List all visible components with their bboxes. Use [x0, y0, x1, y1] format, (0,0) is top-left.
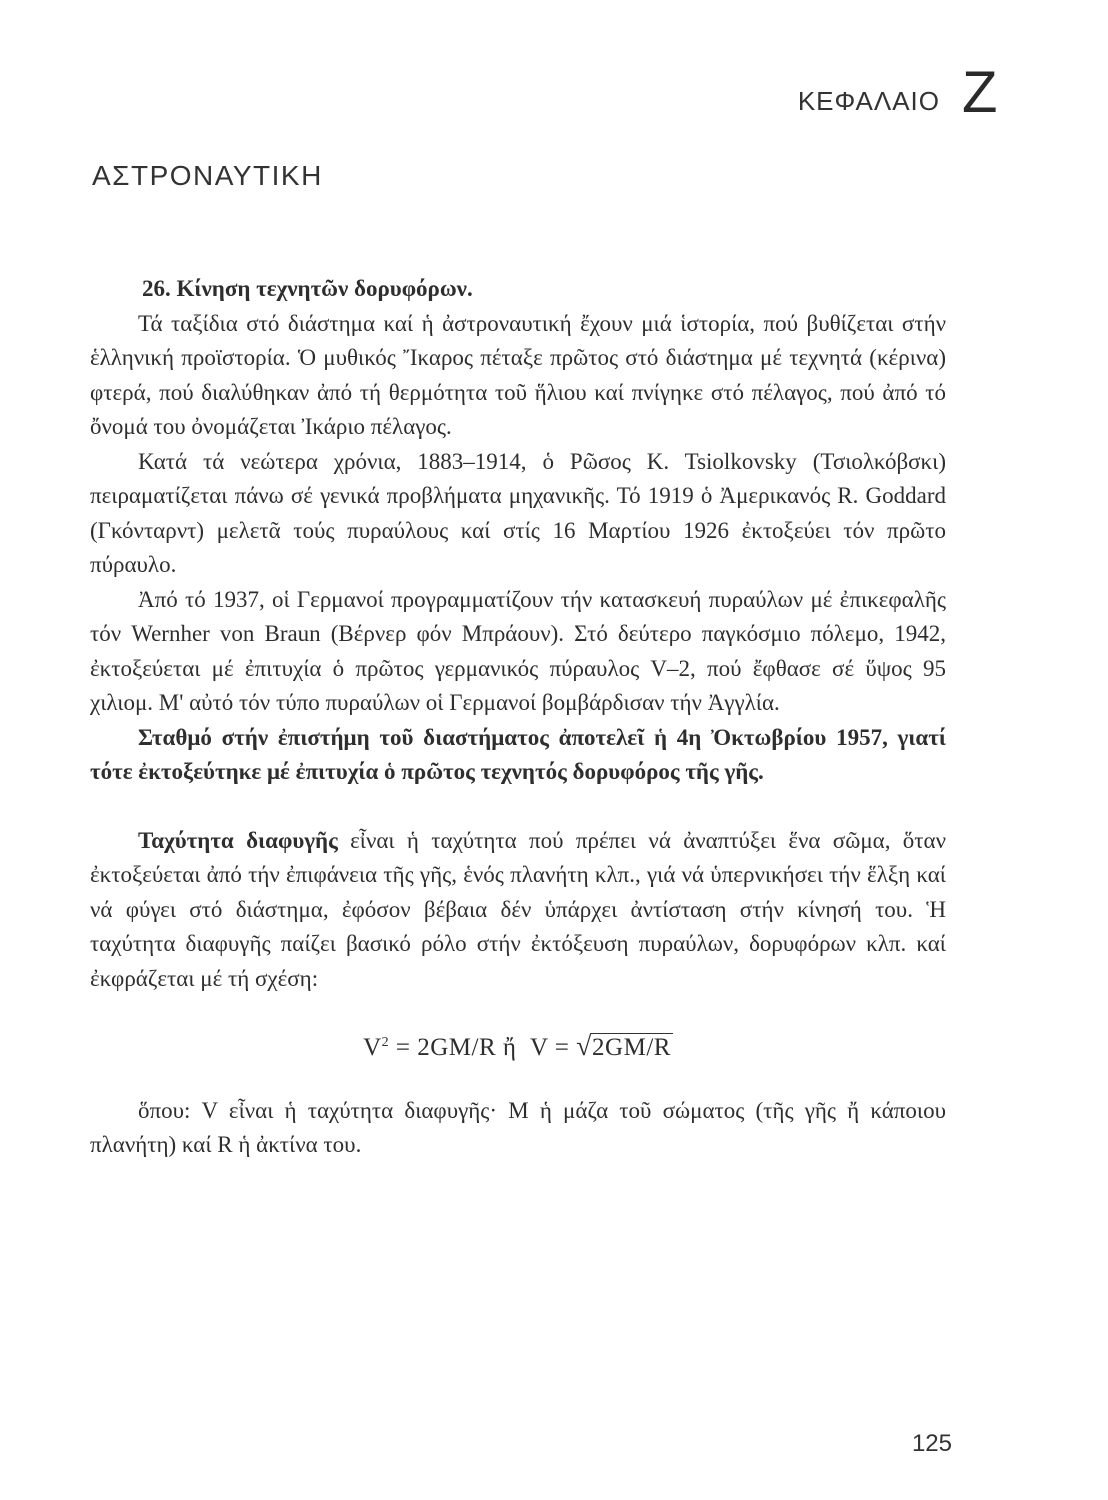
subsection-heading: 26. Κίνηση τεχνητῶν δορυφόρων.: [142, 276, 473, 301]
chapter-letter: Z: [962, 60, 999, 125]
chapter-label: [797, 60, 999, 125]
paragraph-icarus: Τά ταξίδια στό διάστημα καί ἡ ἀστροναυτική ἔχουν μιά ἱστορία, πού βυθίζεται στήν ἑλληνική προϊστορία. Ὁ μυθικός Ἴκαρος πέταξε πρῶτος στό διάστημα μέ τεχνητά (κέρινα) φτερά, πού διαλύθηκαν ἀπό τή θερμότητα τοῦ ἥλιου καί πνίγηκε στό πέλαγος, πού ἀπό τό ὄνομά του ὀνομάζεται Ἰκάριο πέλαγος.: [90, 310, 946, 439]
body-text: [90, 272, 946, 1163]
section-title: ΑΣΤΡΟΝΑΥΤΙΚΗ: [92, 160, 323, 191]
paragraph-von-braun: Ἀπό τό 1937, οἱ Γερμανοί προγραμματίζουν τήν κατασκευή πυραύλων μέ ἐπικεφαλῆς τόν Wernher von Braun (Βέρνερ φόν Μπράουν). Στό δεύτερο παγκόσμιο πόλεμο, 1942, ἐκτοξεύεται μέ ἐπιτυχία ὁ πρῶτος γερμανικός πύραυλος V–2, πού ἔφθασε σέ ὕψος 95 χιλιομ. Μ' αὐτό τόν τύπο πυραύλων οἱ Γερμανοί βομβάρδισαν τήν Ἀγγλία.: [90, 586, 946, 715]
escape-velocity-term: Ταχύτητα διαφυγῆς: [138, 827, 338, 853]
chapter-label-text: ΚΕΦΑΛΑΙΟ: [797, 86, 940, 116]
formula-sqrt-body: 2GM/R: [592, 1034, 671, 1061]
formula-v: V: [363, 1034, 382, 1061]
paragraph-tsiolkovsky: Κατά τά νεώτερα χρόνια, 1883–1914, ὁ Ρῶσος K. Tsiolkovsky (Τσιολκόβσκι) πειραματίζεται πάνω σέ γενικά προβλήματα μηχανικῆς. Τό 1919 ὁ Ἀμερικανός R. Goddard (Γκόνταρντ) μελετᾶ τούς πυραύλους καί στίς 16 Μαρτίου 1926 ἐκτοξεύει τόν πρῶτο πύραυλο.: [90, 448, 946, 577]
escape-velocity-formula: [90, 1026, 946, 1066]
sqrt-sign-icon: √: [576, 1031, 593, 1062]
paragraph-escape-velocity: [90, 824, 946, 997]
formula-middle: = 2GM/R ἤ V =: [389, 1034, 577, 1061]
formula-exponent: 2: [381, 1035, 390, 1050]
formula-sqrt: [576, 1030, 673, 1066]
page-number: 125: [911, 1430, 952, 1457]
paragraph-formula-legend: ὅπου: V εἶναι ἡ ταχύτητα διαφυγῆς· M ἡ μάζα τοῦ σώματος (τῆς γῆς ἤ κάποιου πλανήτη) καί R ἡ ἀκτίνα του.: [90, 1097, 946, 1157]
paragraph-gap: [90, 790, 946, 824]
paragraph-sputnik: Σταθμό στήν ἐπιστήμη τοῦ διαστήματος ἀποτελεῖ ἡ 4η Ὀκτωβρίου 1957, γιατί τότε ἐκτοξεύτηκε μέ ἐπιτυχία ὁ πρῶτος τεχνητός δορυφόρος τῆς γῆς.: [90, 724, 946, 784]
escape-velocity-definition: εἶναι ἡ ταχύτητα πού πρέπει νά ἀναπτύξει ἕνα σῶμα, ὅταν ἐκτοξεύεται ἀπό τήν ἐπιφάνεια τῆς γῆς, ἑνός πλανήτη κλπ., γιά νά ὑπερνικήσει τήν ἕλξη καί νά φύγει στό διάστημα, ἐφόσον βέβαια δέν ὑπάρχει ἀντίσταση στήν κίνησή του. Ἡ ταχύτητα διαφυγῆς παίζει βασικό ρόλο στήν ἐκτόξευση πυραύλων, δορυφόρων κλπ. καί ἐκφράζεται μέ τή σχέση:: [90, 827, 946, 991]
